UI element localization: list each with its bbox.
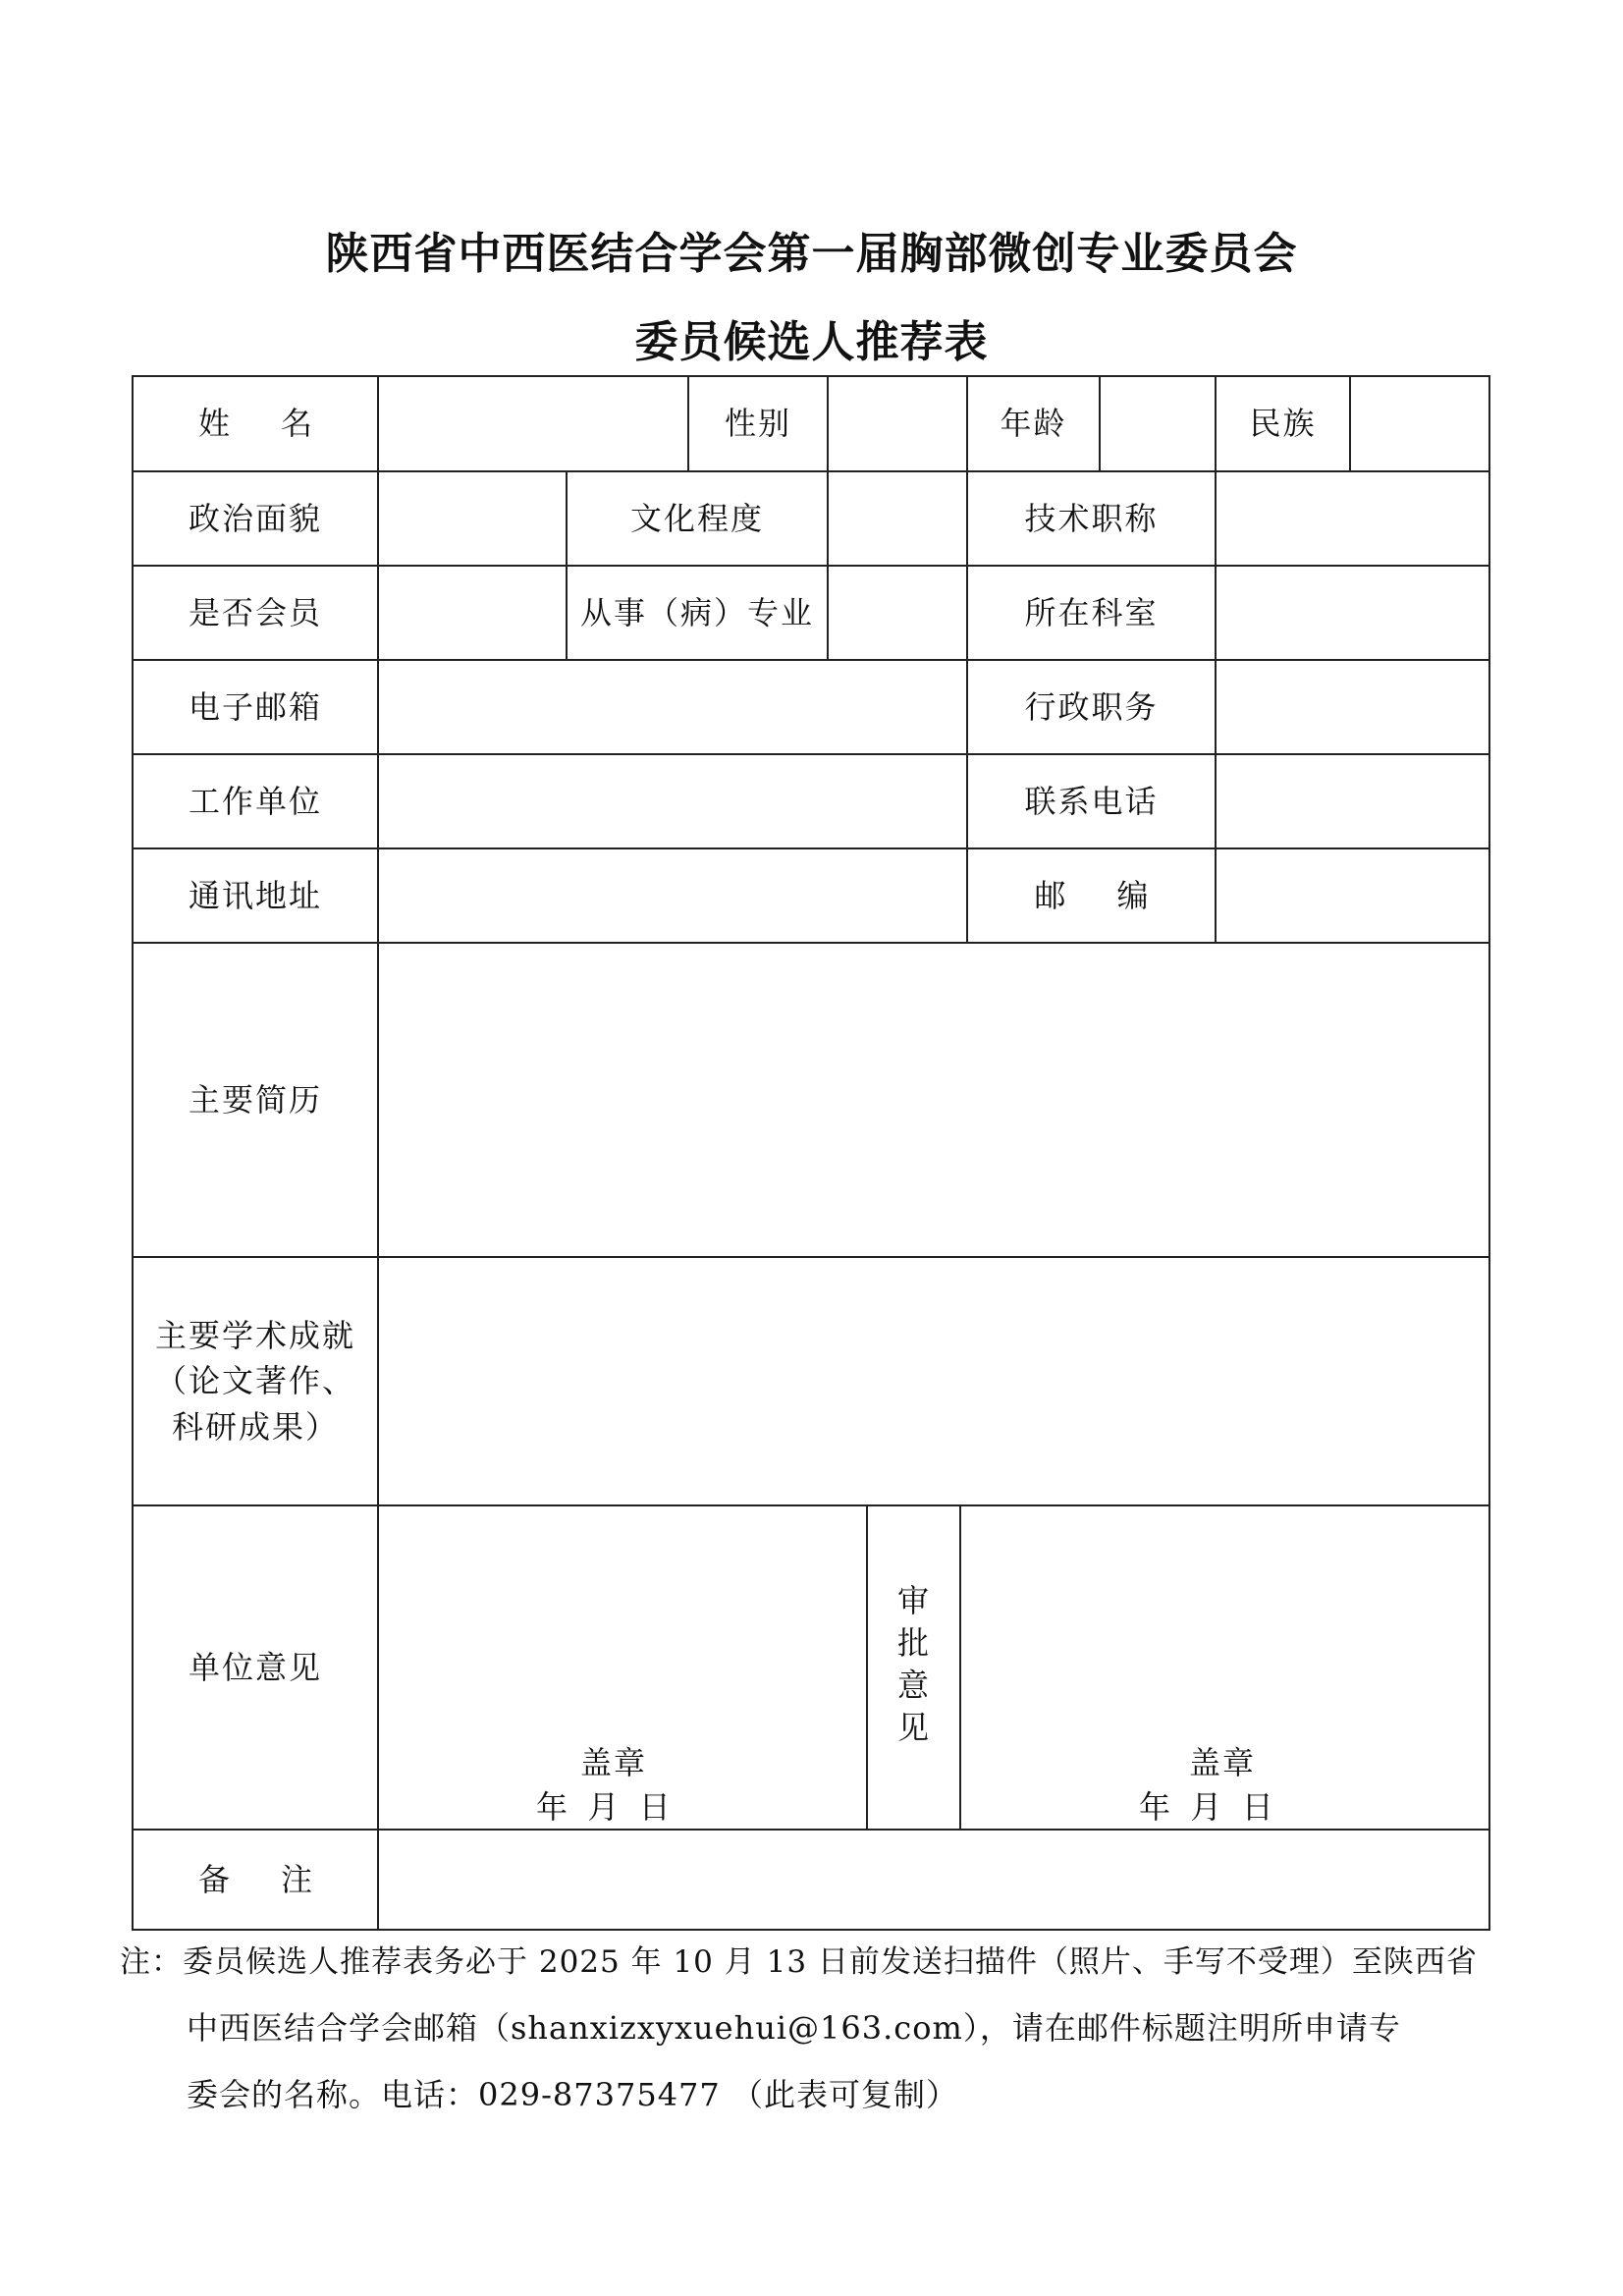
label-political-status: 政治面貌: [188, 499, 322, 537]
admin-position-field[interactable]: [1216, 660, 1489, 754]
resume-field[interactable]: [378, 943, 1489, 1257]
label-gender: 性别: [724, 405, 791, 443]
label-education: 文化程度: [629, 499, 764, 537]
footnote-line-1: 注：委员候选人推荐表务必于 2025 年 10 月 13 日前发送扫描件（照片、手写不受理）至陕西省: [120, 1944, 1478, 1980]
label-approval-opinion: 审批意见: [896, 1581, 931, 1747]
unit-stamp-label: 盖章: [579, 1744, 647, 1781]
label-work-unit: 工作单位: [188, 782, 322, 820]
label-specialty: 从事（病）专业: [579, 593, 814, 631]
label-phone: 联系电话: [1024, 782, 1159, 820]
label-ethnicity: 民族: [1249, 405, 1317, 443]
is-member-field[interactable]: [378, 566, 567, 660]
tech-title-field[interactable]: [1216, 471, 1489, 566]
remarks-field[interactable]: [378, 1830, 1489, 1930]
approval-date-label: 年 月 日: [1139, 1788, 1273, 1826]
email-field[interactable]: [378, 660, 967, 754]
label-postcode: 邮编: [1034, 876, 1200, 914]
phone-field[interactable]: [1216, 754, 1489, 848]
unit-date-label: 年 月 日: [536, 1788, 671, 1826]
form-subtitle: 委员候选人推荐表: [634, 317, 989, 367]
age-field[interactable]: [1100, 376, 1216, 471]
footnote-line-2: 中西医结合学会邮箱（shanxizxyxuehui@163.com），请在邮件标题注明所申请专: [187, 2009, 1401, 2047]
work-unit-field[interactable]: [378, 754, 967, 848]
label-admin-position: 行政职务: [1024, 687, 1159, 726]
name-field[interactable]: [378, 376, 688, 471]
address-field[interactable]: [378, 848, 967, 943]
label-achievements: 主要学术成就（论文著作、科研成果）: [154, 1316, 355, 1446]
political-status-field[interactable]: [378, 471, 567, 566]
label-address: 通讯地址: [188, 876, 322, 914]
gender-field[interactable]: [828, 376, 967, 471]
label-resume: 主要简历: [188, 1080, 322, 1119]
label-tech-title: 技术职称: [1024, 499, 1159, 537]
label-age: 年龄: [1000, 405, 1067, 443]
label-department: 所在科室: [1024, 593, 1159, 631]
label-unit-opinion: 单位意见: [188, 1648, 322, 1686]
postcode-field[interactable]: [1216, 848, 1489, 943]
form-title: 陕西省中西医结合学会第一届胸部微创专业委员会: [325, 229, 1298, 279]
label-remarks: 备注: [197, 1860, 363, 1898]
label-is-member: 是否会员: [188, 593, 322, 631]
specialty-field[interactable]: [828, 566, 967, 660]
approval-stamp-label: 盖章: [1188, 1744, 1256, 1781]
ethnicity-field[interactable]: [1350, 376, 1489, 471]
footnote-line-3: 委会的名称。电话：029-87375477 （此表可复制）: [187, 2076, 958, 2113]
education-field[interactable]: [828, 471, 967, 566]
label-name: 姓名: [197, 405, 363, 443]
achievements-field[interactable]: [378, 1257, 1489, 1505]
department-field[interactable]: [1216, 566, 1489, 660]
label-email: 电子邮箱: [188, 687, 322, 726]
